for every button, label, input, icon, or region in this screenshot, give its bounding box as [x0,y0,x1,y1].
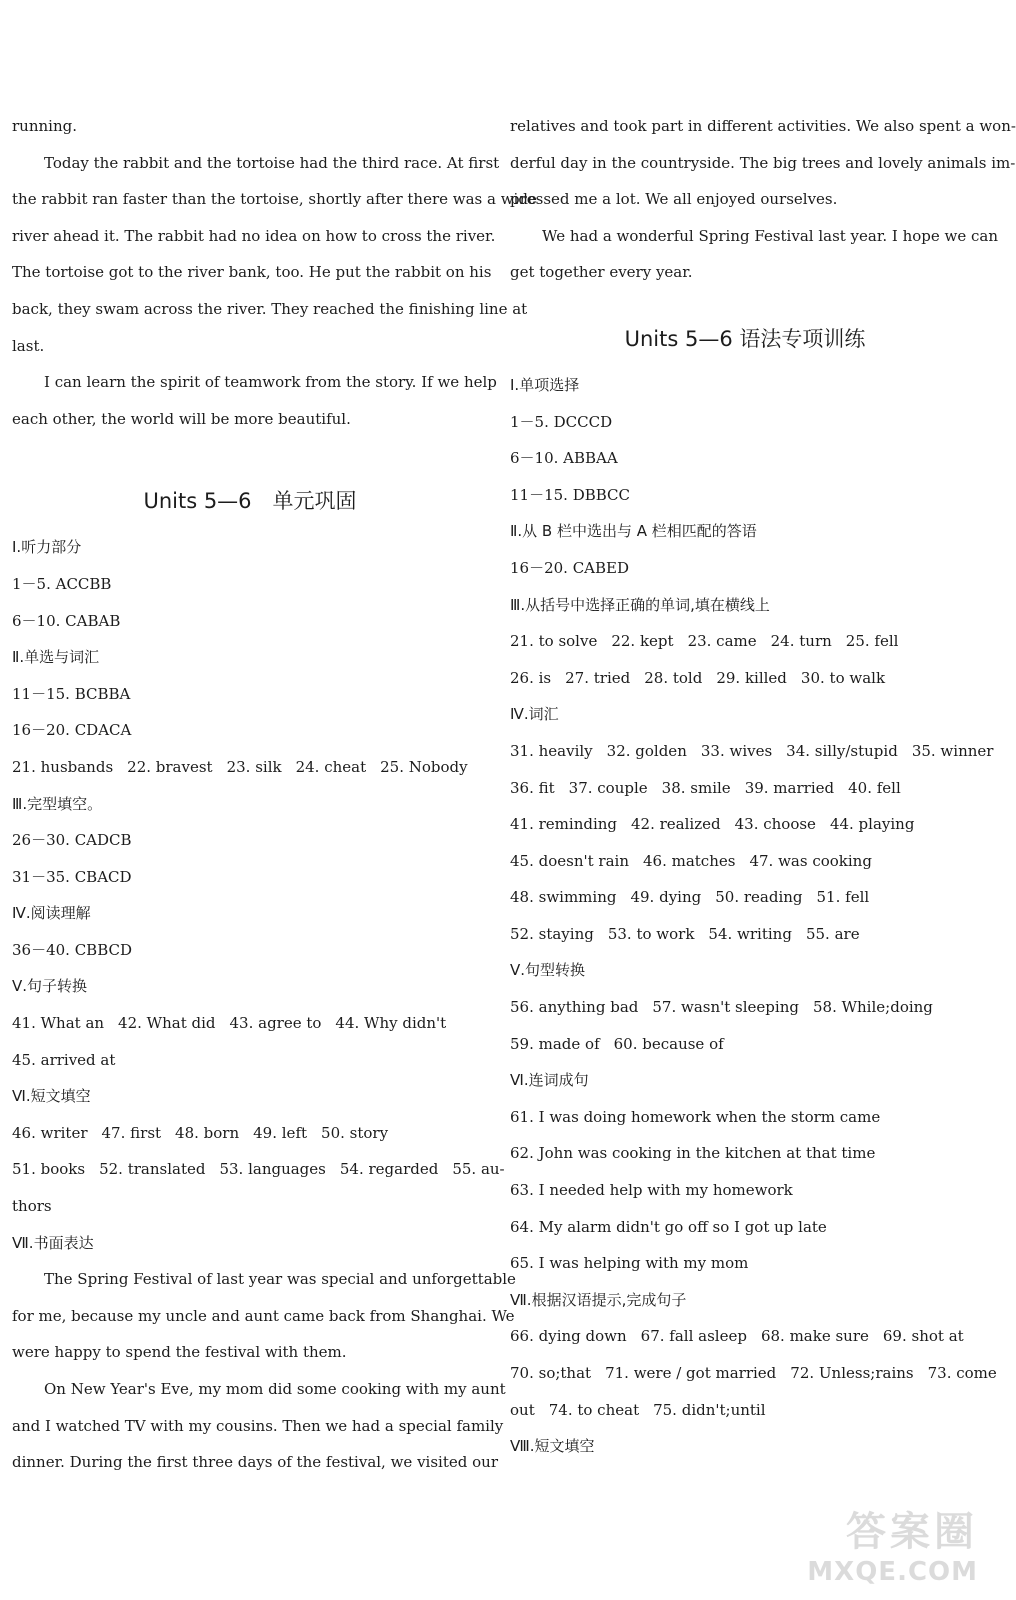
section-title: Ⅶ.书面表达 [12,1233,94,1252]
spacer [12,437,488,473]
essay-line: derful day in the countryside. The big trees and lovely animals im- [510,153,1016,172]
answer-line [510,1392,980,1429]
answer-item: 44. playing [829,815,915,834]
answer-line: 36－40. CBBCD [12,940,133,959]
answer-line [510,879,980,916]
answer-line [12,1151,505,1188]
essay-line: dinner. During the first three days of the festival, we visited our [12,1453,498,1472]
answer-item: 46. matches [642,851,736,870]
essay-line: We had a wonderful Spring Festival last year. I hope we can [542,226,999,245]
answer-item: 68. make sure [760,1327,869,1346]
unit-title: Units 5—6 单元巩固 [143,489,357,514]
section-title: Ⅷ.短文填空 [510,1437,595,1456]
watermark-url: MXQE.COM [807,1557,978,1587]
essay-line: On New Year's Eve, my mom did some cooking with my aunt [44,1380,506,1398]
essay-line: The Spring Festival of last year was special and unforgettable [44,1270,516,1289]
essay-line: and I watched TV with my cousins. Then we had a special family [12,1416,504,1435]
section-title: Ⅴ.句子转换 [12,977,88,996]
answer-item: 31. heavily [510,741,593,760]
answer-line: 62. John was cooking in the kitchen at that time [510,1144,876,1163]
answer-item: 60. because of [613,1034,724,1053]
answer-line [510,623,980,660]
section-title: Ⅶ.根据汉语提示,完成句子 [510,1290,687,1309]
answer-item: 56. anything bad [510,998,639,1017]
answer-item: 67. fall asleep [640,1327,747,1346]
answer-item: 35. winner [911,741,994,760]
answer-line [510,770,980,807]
essay-line: get together every year. [510,263,693,282]
answer-item: 70. so;that [510,1364,592,1382]
answer-line: 31－35. CBACD [12,867,132,886]
answer-item: 47. first [101,1123,162,1142]
answer-item: 48. swimming [510,888,617,907]
answer-item: 42. What did [118,1014,216,1033]
answer-item: 69. shot at [882,1327,964,1346]
answer-item: 55. au- [452,1160,505,1179]
answer-item: 57. wasn't sleeping [652,998,799,1017]
answer-item: 38. smile [661,778,731,797]
section-title: Ⅴ.句型转换 [510,961,586,980]
answer-item: 36. fit [510,778,555,797]
answer-item: 72. Unless;rains [790,1364,914,1382]
answer-item: 51. fell [816,888,870,907]
answer-item: 24. cheat [295,757,367,776]
watermark-logo [778,1500,978,1590]
answer-item: 29. killed [716,668,787,687]
answer-item: 33. wives [700,741,773,760]
answer-item: 55. are [805,924,860,943]
answer-line [510,916,980,953]
answer-item: 54. regarded [339,1160,439,1179]
answer-line [510,1318,980,1355]
story-line: running. [12,117,77,135]
story-line: The tortoise got to the river bank, too. He put the rabbit on his [12,263,492,282]
section-title: Ⅳ.阅读理解 [12,904,91,923]
section-title: Ⅵ.短文填空 [12,1087,91,1106]
answer-line: 16－20. CABED [510,558,630,577]
answer-item: 39. married [744,778,835,797]
answer-line [510,806,980,843]
answer-line [510,1355,997,1392]
answer-item: 53. languages [219,1160,326,1179]
essay-line: pressed me a lot. We all enjoyed ourselves. [510,190,838,209]
answer-item: 52. translated [99,1160,206,1179]
answer-item: 42. realized [631,815,721,834]
story-line: Today the rabbit and the tortoise had the third race. At first [44,153,500,172]
answer-item: 37. couple [568,778,648,797]
answer-line: 11－15. DBBCC [510,485,631,504]
answer-line [510,989,980,1026]
answer-line: 63. I needed help with my homework [510,1181,793,1200]
section-title: Ⅳ.词汇 [510,705,559,724]
answer-item: out [510,1400,535,1419]
answer-item: 23. silk [226,757,282,776]
answer-item: 74. to cheat [548,1400,640,1419]
answer-item: 45. doesn't rain [510,851,629,870]
answer-line [510,843,980,880]
answer-item: 21. to solve [510,632,598,651]
section-title: Ⅱ.从 B 栏中选出与 A 栏相匹配的答语 [510,522,757,541]
answer-item: 47. was cooking [749,851,872,870]
essay-line: relatives and took part in different activities. We also spent a won- [510,117,1016,135]
section-title: Ⅰ.听力部分 [12,538,82,557]
answer-line: 65. I was helping with my mom [510,1254,749,1273]
answer-item: 24. turn [770,632,832,651]
answer-item: 66. dying down [510,1327,627,1346]
answer-line [510,733,994,770]
answer-item: 25. Nobody [380,757,468,776]
answer-item: 43. choose [734,815,816,834]
answer-item: 22. kept [611,632,674,651]
answer-item: 34. silly/stupid [786,741,898,760]
story-line: back, they swam across the river. They reached the finishing line at [12,299,528,318]
answer-line: 11－15. BCBBA [12,684,131,703]
answer-line: 16－20. CDACA [12,721,132,740]
answer-line [12,1115,488,1152]
answer-line: 6－10. CABAB [12,611,121,630]
answer-item: 58. While;doing [812,998,933,1017]
answer-item: 25. fell [845,632,899,651]
answer-item: 75. didn't;until [653,1400,766,1419]
answer-line: 45. arrived at [12,1050,116,1069]
answer-item: 71. were / got married [605,1364,777,1382]
answer-line [12,1005,488,1042]
story-line: the rabbit ran faster than the tortoise, shortly after there was a wide [12,190,537,209]
answer-item: 23. came [687,632,757,651]
answer-item: 48. born [175,1123,240,1142]
answer-line: 61. I was doing homework when the storm came [510,1107,881,1126]
answer-item: 52. staying [510,924,594,943]
answer-item: 28. told [644,668,703,687]
answer-item: 41. What an [12,1014,105,1033]
answer-item: 27. tried [565,668,631,687]
essay-line: were happy to spend the festival with them. [12,1343,347,1362]
section-title: Ⅲ.从括号中选择正确的单词,填在横线上 [510,595,770,614]
answer-line: 1－5. DCCCD [510,412,613,431]
right-column [510,108,1016,1465]
answer-item: 40. fell [848,778,901,797]
answer-item: 49. left [253,1123,308,1142]
answer-item: 21. husbands [12,757,114,776]
answer-item: 50. reading [715,888,803,907]
answer-item: 54. writing [708,924,792,943]
answer-item: 53. to work [607,924,695,943]
story-line: I can learn the spirit of teamwork from the story. If we help [44,373,497,392]
answer-line: 1－5. ACCBB [12,574,112,593]
answer-item: 22. bravest [127,757,213,776]
story-line: last. [12,336,45,355]
answer-item: 59. made of [510,1034,600,1053]
answer-item: 26. is [510,668,552,687]
story-line: each other, the world will be more beautiful. [12,409,351,428]
section-title: Ⅵ.连词成句 [510,1071,589,1090]
section-title: Ⅱ.单选与词汇 [12,648,100,667]
answer-line: thors [12,1197,52,1216]
answer-item: 30. to walk [800,668,886,687]
section-title: Ⅰ.单项选择 [510,375,580,394]
answer-item: 32. golden [606,741,687,760]
answer-item: 51. books [12,1160,86,1179]
answer-line: 6－10. ABBAA [510,449,618,468]
answer-item: 50. story [321,1123,389,1142]
answer-item: 49. dying [630,888,702,907]
story-line: river ahead it. The rabbit had no idea on how to cross the river. [12,226,496,245]
essay-line: for me, because my uncle and aunt came back from Shanghai. We [12,1306,515,1325]
answer-line [12,749,488,786]
answer-line: 64. My alarm didn't go off so I got up late [510,1217,827,1236]
answer-item: 46. writer [12,1123,88,1142]
section-title: Ⅲ.完型填空。 [12,794,103,813]
answer-item: 43. agree to [229,1014,322,1033]
answer-line [510,1026,980,1063]
answer-item: 73. come [927,1364,997,1382]
grammar-title: Units 5—6 语法专项训练 [624,326,866,351]
answer-item: 41. reminding [510,815,618,834]
answer-line: 26－30. CADCB [12,831,132,850]
spacer [510,291,980,311]
watermark-text: 答案圈 [846,1509,978,1555]
answer-item: 44. Why didn't [335,1014,447,1033]
answer-line [510,660,980,697]
